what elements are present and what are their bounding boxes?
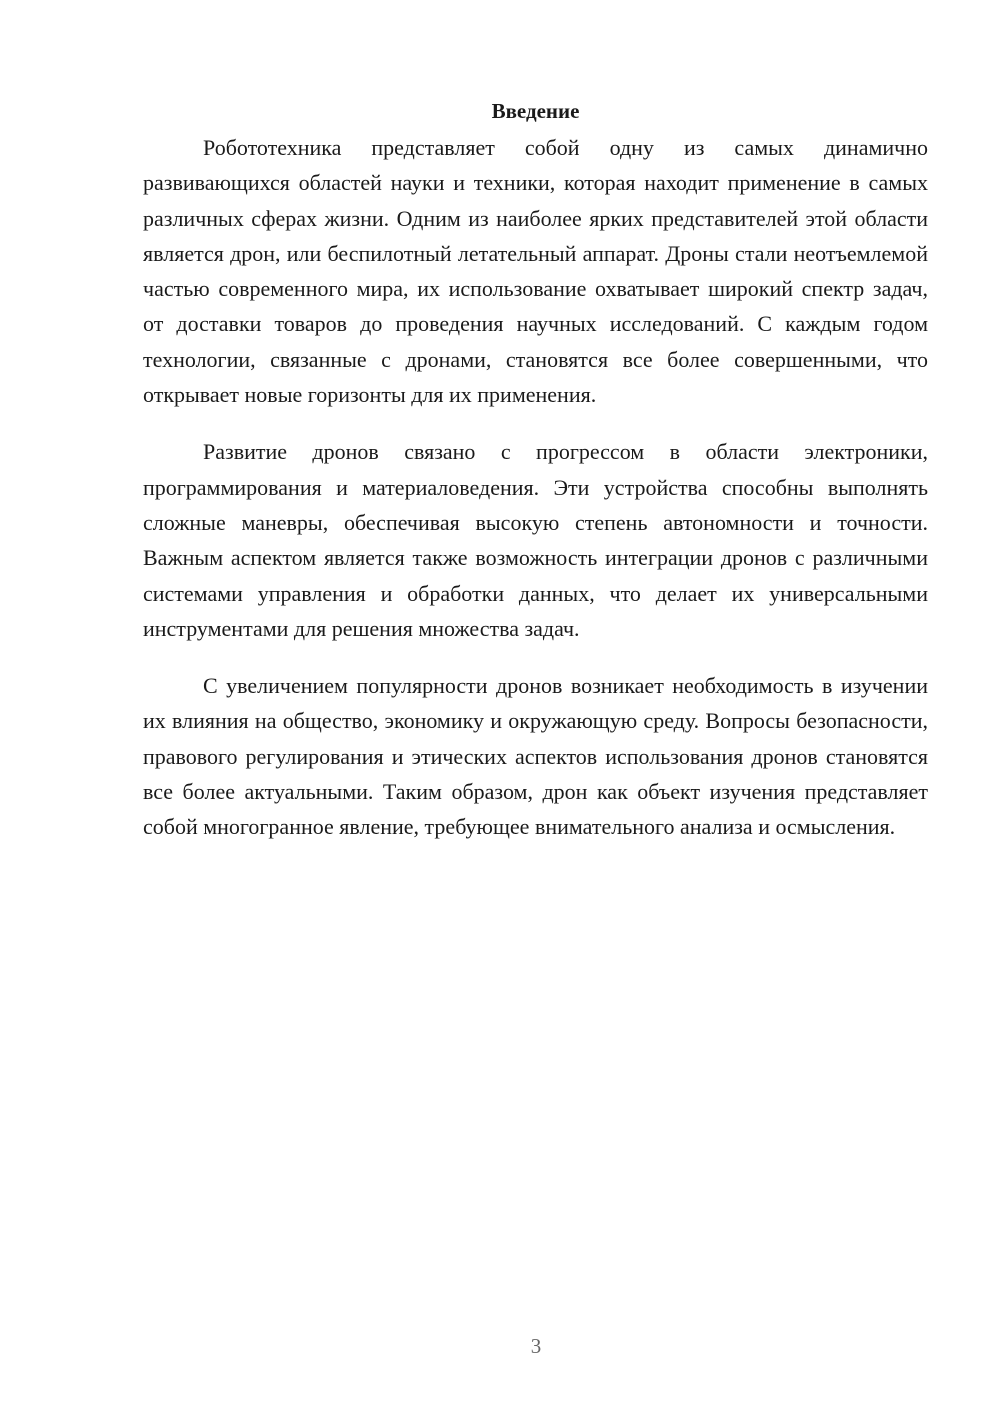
section-title: Введение xyxy=(491,99,580,123)
page-content xyxy=(143,96,928,867)
paragraph-2: Развитие дронов связано с прогрессом в области электроники, программирования и материаловедения. Эти устройства способны выполнять сложные маневры, обеспечивая высокую степень автономности и точности. Важным аспектом является также возможность интеграции дронов с различными системами управления и обработки данных, что делает их универсальными инструментами для решения множества задач. xyxy=(143,439,928,641)
paragraph-1: Робототехника представляет собой одну из самых динамично развивающихся областей науки и техники, которая находит применение в самых различных сферах жизни. Одним из наиболее ярких представителей этой области является дрон, или беспилотный летательный аппарат. Дроны стали неотъемлемой частью современного мира, их использование охватывает широкий спектр задач, от доставки товаров до проведения научных исследований. С каждым годом технологии, связанные с дронами, становятся все более совершенными, что открывает новые горизонты для их применения. xyxy=(143,135,928,408)
paragraph-3: С увеличением популярности дронов возникает необходимость в изучении их влияния на общество, экономику и окружающую среду. Вопросы безопасности, правового регулирования и этических аспектов использования дронов становятся все более актуальными. Таким образом, дрон как объект изучения представляет собой многогранное явление, требующее внимательного анализа и осмысления. xyxy=(143,673,928,840)
page-number: 3 xyxy=(530,1334,542,1358)
